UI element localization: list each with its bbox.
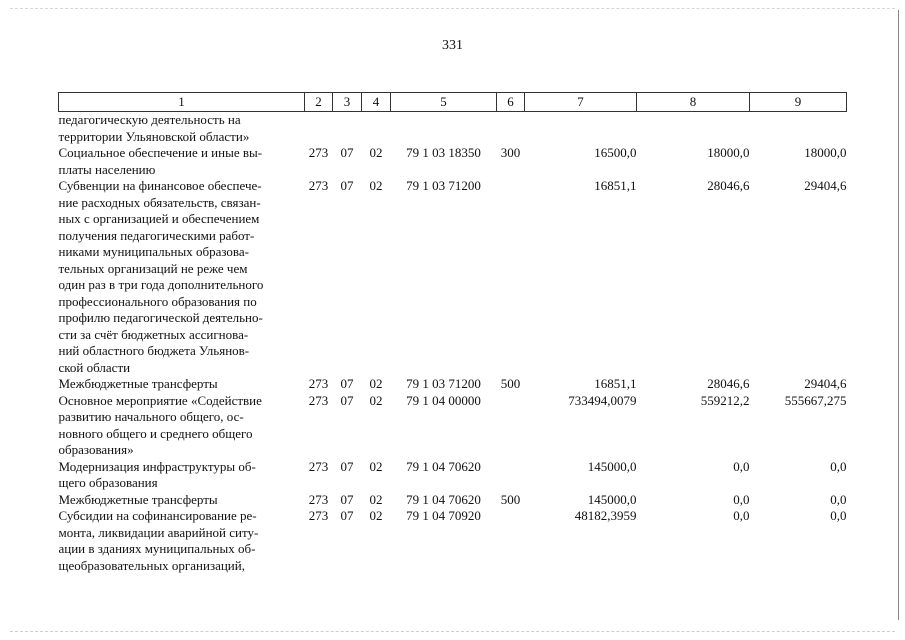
table-row — [59, 178, 847, 376]
cell-name-line: Социальное обеспечение и иные вы- — [58, 145, 263, 160]
cell-chapter: 273 — [308, 392, 329, 408]
cell-name-line: сти за счёт бюджетных ассигнова- — [58, 326, 249, 342]
cell-name-line: ской области — [58, 359, 131, 375]
cell-amount-year1: 733494,0079 — [568, 392, 637, 408]
cell-amount-year3: 555667,275 — [784, 392, 847, 408]
cell-section: 07 — [340, 508, 354, 523]
table-header — [59, 93, 847, 112]
cell-amount-year1: 145000,0 — [587, 458, 637, 474]
cell-name-line: ных с организацией и обеспечением — [58, 211, 260, 226]
cell-amount-year2: 0,0 — [733, 491, 750, 507]
cell-target-article: 79 1 04 70620 — [406, 458, 481, 474]
cell-name-line: один раз в три года дополнительного — [58, 277, 264, 292]
cell-name-line: монта, ликвидации аварийной ситу- — [58, 524, 259, 540]
column-header: 1 — [59, 93, 305, 112]
cell-name-line: педагогическую деятельность на — [58, 112, 241, 127]
cell-target-article: 79 1 04 70920 — [406, 508, 481, 523]
scan-right-edge — [898, 10, 899, 620]
cell-chapter: 273 — [308, 376, 329, 391]
cell-subsection: 02 — [369, 376, 383, 391]
table-body — [59, 112, 847, 575]
cell-name-line: ации в зданиях муниципальных об- — [58, 541, 256, 556]
cell-expense-type — [497, 508, 525, 574]
budget-table — [58, 92, 847, 574]
cell-section: 07 — [340, 376, 354, 391]
cell-amount-year3: 29404,6 — [804, 178, 847, 193]
cell-amount-year2: 28046,6 — [707, 376, 750, 391]
cell-name-line: Субсидии на софинансирование ре- — [58, 508, 257, 523]
table-row — [59, 145, 847, 178]
cell-name-line: Субвенции на финансовое обеспече- — [58, 178, 262, 193]
cell-subsection — [362, 112, 391, 146]
cell-subsection: 02 — [369, 508, 383, 523]
cell-target-article: 79 1 03 71200 — [406, 376, 481, 391]
cell-name-line: территории Ульяновской области» — [58, 128, 250, 144]
cell-amount-year1: 16851,1 — [594, 178, 637, 193]
cell-name-line: получения педагогическими работ- — [58, 227, 255, 243]
cell-amount-year3: 0,0 — [830, 508, 847, 523]
column-header: 7 — [525, 93, 637, 112]
cell-section: 07 — [340, 178, 354, 193]
cell-name-line: Модернизация инфраструктуры об- — [58, 458, 256, 474]
cell-name-line: образования» — [58, 442, 134, 457]
cell-name — [59, 145, 305, 178]
cell-name-line: щеобразовательных организаций, — [58, 557, 245, 573]
cell-name — [59, 376, 305, 393]
cell-name-line: тельных организаций не реже чем — [58, 260, 248, 276]
cell-name-line: ние расходных обязательств, связан- — [58, 194, 261, 210]
cell-amount-year1: 145000,0 — [587, 491, 637, 507]
cell-name-line: развитию начального общего, ос- — [58, 409, 244, 424]
cell-chapter: 273 — [308, 508, 329, 523]
cell-chapter: 273 — [308, 145, 329, 160]
cell-chapter: 273 — [308, 458, 329, 474]
cell-subsection: 02 — [369, 491, 383, 507]
cell-section: 07 — [340, 458, 354, 474]
cell-amount-year1: 16851,1 — [594, 376, 637, 391]
cell-name — [59, 393, 305, 459]
column-header: 5 — [391, 93, 497, 112]
cell-expense-type — [497, 112, 525, 146]
cell-amount-year3: 0,0 — [830, 491, 847, 507]
cell-amount-year2 — [637, 112, 750, 146]
scan-bottom-edge — [10, 631, 895, 632]
cell-name-line: Межбюджетные трансферты — [58, 491, 218, 507]
cell-name-line: профилю педагогической деятельно- — [58, 310, 263, 325]
table-row — [59, 508, 847, 574]
cell-expense-type: 500 — [500, 491, 521, 507]
table-row — [59, 112, 847, 146]
cell-name-line: новного общего и среднего общего — [58, 425, 253, 441]
cell-name-line: щего образования — [58, 475, 158, 490]
cell-amount-year2: 0,0 — [733, 508, 750, 523]
cell-chapter: 273 — [308, 491, 329, 507]
cell-subsection: 02 — [369, 458, 383, 474]
cell-subsection: 02 — [369, 145, 383, 160]
cell-target-article: 79 1 04 00000 — [406, 392, 481, 408]
cell-name — [59, 508, 305, 574]
cell-expense-type: 500 — [500, 376, 521, 391]
table-row — [59, 376, 847, 393]
cell-name-line: профессионального образования по — [58, 293, 257, 309]
cell-name-line: платы населению — [58, 161, 156, 177]
cell-name-line: Основное мероприятие «Содействие — [58, 392, 262, 408]
cell-name-line: ний областного бюджета Ульянов- — [58, 343, 250, 358]
cell-amount-year1: 48182,3959 — [574, 508, 637, 523]
cell-name — [59, 178, 305, 376]
cell-target-article: 79 1 04 70620 — [406, 491, 481, 507]
column-header: 8 — [637, 93, 750, 112]
cell-amount-year1: 16500,0 — [594, 145, 637, 160]
column-header: 6 — [497, 93, 525, 112]
table-row — [59, 393, 847, 459]
cell-section: 07 — [340, 145, 354, 160]
cell-target-article: 79 1 03 71200 — [406, 178, 481, 193]
cell-amount-year2: 0,0 — [733, 458, 750, 474]
cell-amount-year2: 18000,0 — [707, 145, 750, 160]
cell-amount-year2: 559212,2 — [700, 392, 750, 408]
cell-amount-year2: 28046,6 — [707, 178, 750, 193]
table-row — [59, 459, 847, 492]
column-header: 4 — [362, 93, 391, 112]
cell-expense-type — [497, 178, 525, 376]
cell-subsection: 02 — [369, 178, 383, 193]
cell-name — [59, 112, 305, 146]
table-row — [59, 492, 847, 509]
cell-expense-type: 300 — [500, 145, 521, 160]
cell-amount-year3: 29404,6 — [804, 376, 847, 391]
column-header: 2 — [305, 93, 333, 112]
cell-amount-year1 — [525, 112, 637, 146]
cell-section: 07 — [340, 392, 354, 408]
cell-chapter — [305, 112, 333, 146]
page-number: 331 — [442, 38, 463, 53]
cell-name-line: Межбюджетные трансферты — [58, 376, 218, 391]
scan-top-edge — [10, 8, 895, 9]
cell-amount-year3: 0,0 — [830, 458, 847, 474]
cell-section: 07 — [340, 491, 354, 507]
column-header: 9 — [750, 93, 847, 112]
cell-expense-type — [497, 459, 525, 492]
column-header: 3 — [333, 93, 362, 112]
cell-target-article: 79 1 03 18350 — [406, 145, 481, 160]
cell-target-article — [391, 112, 497, 146]
cell-section — [333, 112, 362, 146]
cell-amount-year3 — [750, 112, 847, 146]
cell-name-line: никами муниципальных образова- — [58, 244, 249, 259]
cell-amount-year3: 18000,0 — [804, 145, 847, 160]
cell-subsection: 02 — [369, 392, 383, 408]
cell-name — [59, 459, 305, 492]
cell-chapter: 273 — [308, 178, 329, 193]
cell-name — [59, 492, 305, 509]
cell-expense-type — [497, 393, 525, 459]
